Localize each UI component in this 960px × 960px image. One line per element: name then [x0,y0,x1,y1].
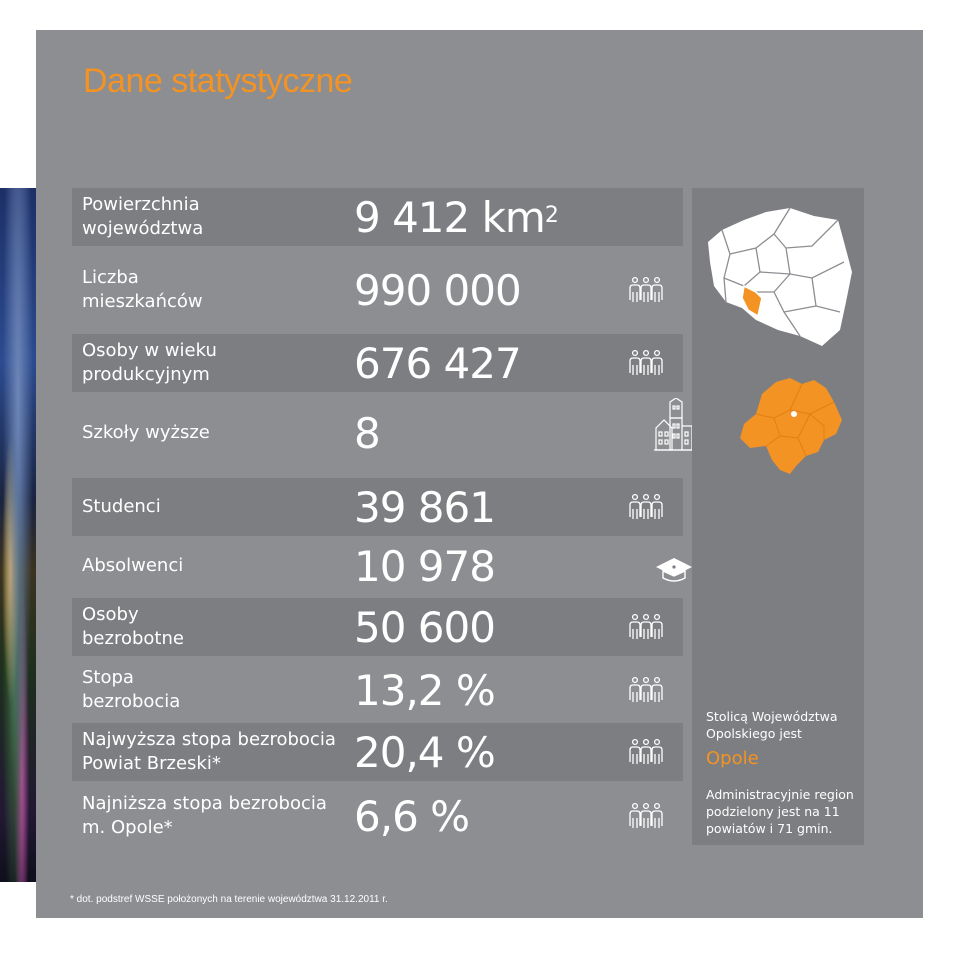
stat-value: 676 427 [354,338,521,388]
stat-label [82,334,352,392]
people-icon [628,798,664,834]
stat-label [82,598,352,656]
stat-value-superscript: 2 [544,202,558,228]
stat-row-lowest-unemployment [72,787,683,845]
people-icon [628,672,664,708]
stat-value: 50 600 [354,602,495,652]
footnote: * dot. podstref WSSE położonych na terenie województwa 31.12.2011 r. [70,894,388,905]
stat-label [82,404,352,462]
stat-label-line: mieszkańców [82,291,203,312]
stat-label-line: Stopa [82,667,134,688]
background-photo [0,188,36,882]
stat-row-highest-unemployment [72,723,683,781]
stat-label [82,188,352,246]
stat-label-line: Osoby [82,604,139,625]
stat-label-line: Osoby w wieku [82,340,217,361]
stat-row-population [72,261,683,319]
graduation-cap-icon [654,554,694,584]
stat-label-line: Liczba [82,267,139,288]
stat-label [82,723,382,781]
stat-row-unemployed [72,598,683,656]
stat-label-line: produkcyjnym [82,364,210,385]
stat-value-text: 9 412 km [354,192,545,242]
stat-label [82,787,382,845]
page-title: Dane statystyczne [83,62,353,100]
stat-value: 20,4 % [354,727,495,777]
stat-value: 13,2 % [354,665,495,715]
stat-label-line: województwa [82,218,204,239]
stat-row-students [72,478,683,536]
capital-caption-line: Stolicą Województwa [706,709,838,724]
poland-map [704,202,856,350]
people-icon [628,272,664,308]
people-icon [628,734,664,770]
admin-caption-line: podzielony jest na 11 [706,804,840,819]
people-icon [628,609,664,645]
stat-value: 10 978 [354,541,495,591]
region-map [736,374,846,478]
stat-row-universities [72,404,683,462]
stat-label [82,261,352,319]
capital-caption [706,708,856,742]
stat-label-line: m. Opole* [82,817,173,838]
stat-label-line: Powierzchnia [82,194,200,215]
capital-caption-line: Opolskiego jest [706,726,802,741]
stat-label [82,537,352,595]
stat-value [354,188,558,246]
stat-label-line: bezrobotne [82,628,184,649]
stat-label-line: Absolwenci [82,555,184,576]
admin-caption-line: powiatów i 71 gmin. [706,821,833,836]
people-icon [628,489,664,525]
stat-value: 39 861 [354,482,495,532]
building-icon [654,398,694,452]
stat-label-line: Studenci [82,496,161,517]
stat-value: 990 000 [354,265,521,315]
stat-label [82,661,352,719]
stat-label-line: Szkoły wyższe [82,422,210,443]
stat-value: 6,6 % [354,791,470,841]
stat-row-area [72,188,683,246]
stat-label [82,478,352,536]
stat-label-line: Powiat Brzeski* [82,753,221,774]
stat-row-working-age [72,334,683,392]
region-sidebar [692,188,864,845]
stat-row-unemployment-rate [72,661,683,719]
people-icon [628,345,664,381]
stat-label-line: Najniższa stopa bezrobocia [82,793,327,814]
stats-panel [36,30,923,918]
admin-caption-line: Administracyjnie region [706,787,854,802]
stat-label-line: Najwyższa stopa bezrobocia [82,729,336,750]
capital-city: Opole [706,748,759,769]
admin-caption [706,786,856,837]
stat-value: 8 [354,408,380,458]
stat-row-graduates [72,537,683,595]
stat-label-line: bezrobocia [82,691,181,712]
